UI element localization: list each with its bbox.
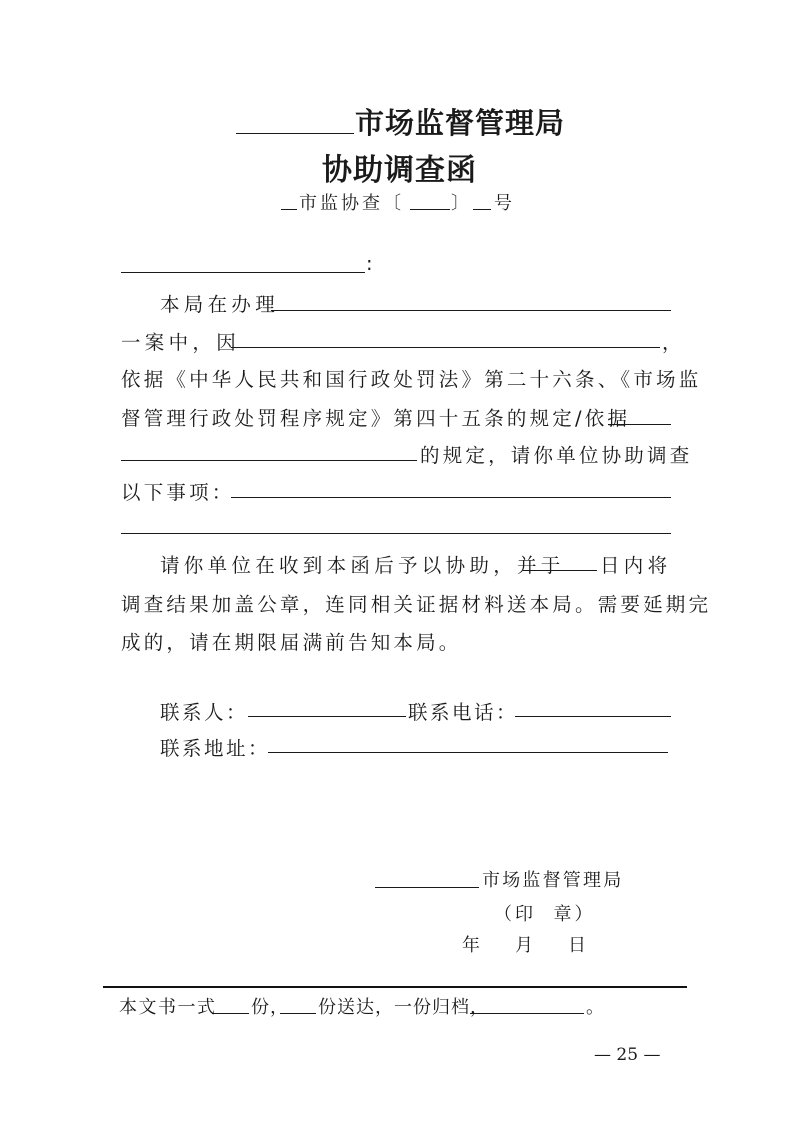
copies-start: 本文书一式 — [119, 997, 217, 1018]
document-title: 协助调查函 — [322, 153, 477, 188]
contact-address-label: 联系地址： — [160, 737, 271, 760]
signature-day: 日 — [568, 935, 589, 956]
copies-end: 。 — [586, 997, 607, 1018]
matters-blank-2[interactable] — [121, 533, 671, 534]
reason-blank[interactable] — [231, 347, 660, 348]
doc-no-prefix: 市监协查〔 — [299, 193, 404, 214]
signature-agency: 市场监督管理局 — [482, 870, 624, 891]
legal-basis-blank-1[interactable] — [608, 424, 671, 425]
signature-agency-blank[interactable] — [375, 887, 479, 888]
doc-no-year-blank[interactable] — [410, 209, 450, 210]
p1-start: 本局在办理 — [160, 293, 280, 316]
case-name-blank[interactable] — [271, 310, 671, 311]
matters-blank-1[interactable] — [231, 497, 671, 498]
p1-line4: 督管理行政处罚程序规定》第四十五条的规定/依据 — [121, 407, 631, 430]
contact-phone-blank[interactable] — [515, 716, 671, 717]
p2-line2: 调查结果加盖公章，连同相关证据材料送本局。需要延期完 — [121, 593, 712, 616]
doc-no-mid: 〕 — [451, 193, 472, 214]
copies-served-blank[interactable] — [280, 1013, 316, 1014]
contact-phone-label: 联系电话： — [408, 701, 519, 724]
p1-line3: 依据《中华人民共和国行政处罚法》第二十六条、《市场监 — [121, 368, 702, 391]
p1-line6-start: 以下事项： — [121, 481, 235, 504]
copies-other-blank[interactable] — [470, 1013, 584, 1014]
agency-title: 市场监督管理局 — [355, 106, 566, 140]
p1-line2-end: ， — [662, 331, 686, 354]
doc-no-number-blank[interactable] — [473, 209, 491, 210]
addressee-blank[interactable] — [121, 272, 365, 273]
agency-name-blank[interactable] — [236, 133, 354, 134]
p2-line3: 成的，请在期限届满前告知本局。 — [121, 631, 462, 654]
p1-line5-end: 的规定，请你单位协助调查 — [420, 444, 693, 467]
doc-no-region-blank[interactable] — [281, 209, 297, 210]
copies-total-blank[interactable] — [212, 1013, 249, 1014]
page-number: — 25 — — [594, 1045, 661, 1065]
p1-line2-start: 一案中，因 — [121, 331, 241, 354]
copies-mid1: 份， — [251, 997, 289, 1018]
contact-address-blank[interactable] — [268, 752, 668, 753]
legal-basis-blank-2[interactable] — [121, 460, 417, 461]
days-blank[interactable] — [523, 570, 597, 571]
addressee-colon: : — [366, 252, 377, 275]
signature-seal: （印 章） — [494, 904, 596, 925]
footer-divider — [103, 986, 687, 988]
doc-no-suffix: 号 — [494, 193, 515, 214]
signature-year: 年 — [462, 935, 483, 956]
copies-mid2: 份送达，一份归档， — [318, 997, 489, 1018]
signature-month: 月 — [515, 935, 536, 956]
p2-line1-end: 日内将 — [600, 554, 672, 577]
contact-person-label: 联系人： — [160, 701, 249, 724]
p2-line1-start: 请你单位在收到本函后予以协助，并于 — [160, 554, 565, 577]
contact-person-blank[interactable] — [248, 716, 406, 717]
